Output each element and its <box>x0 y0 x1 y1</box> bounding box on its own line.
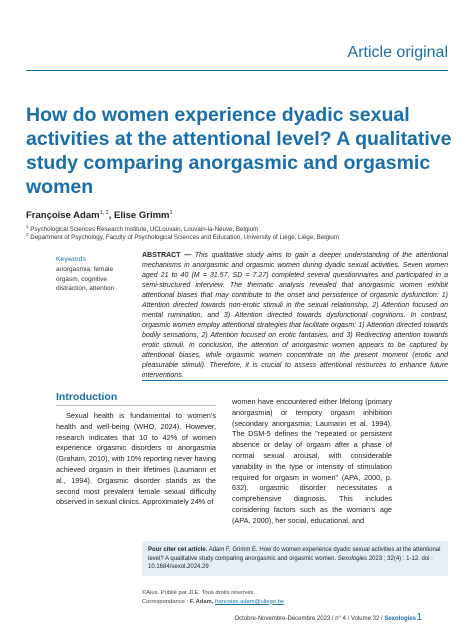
correspondence-name: F. Adam, <box>189 598 214 605</box>
affiliation-sup: 2 <box>26 232 29 237</box>
affiliation-text: Psychological Sciences Research Institute, UCLouvain, Louvain-la-Neuve, Belgium <box>30 226 259 234</box>
affiliation <box>26 232 339 241</box>
header-rule <box>26 70 448 71</box>
footer-issue: Octobre-Novembre-Décembre 2023 / n° 4 / Volume 32 / <box>234 616 383 622</box>
abstract-label: ABSTRACT — <box>142 252 192 259</box>
abstract-text: This qualitative study aims to gain a deeper understanding of the attentional mechanisms in anorgasmic and orgasmic women during dyadic sexual activities. Seven women aged 21 to 40 (M = 31.57, SD = 7.27) completed several questionnaires and participated in a semi-structured interview. The thematic analysis revealed that anorgasmic women exhibit attentional biases that may contribute to the onset and persistence of orgasmic dysfunction: 1) Attention directed towards non-erotic stimuli in the sexual relationship, 2) Attention focused on mental rumination, and 3) Attention directed towards dysfunctional cognitions. In contrast, orgasmic women employ attentional strategies that facilitate orgasm: 1) Attention directed towards bodily sensations, 2) Attention focused on erotic fantasies, and 3) Redirecting attention towards erotic stimuli. In conclusion, the attention of anorgasmic women appears to be captured by attentional biases, while orgasmic women concentrate on the present moment (erotic and pleasurable stimuli). Therefore, it is crucial to assess attentional resources to enhance future interventions. <box>142 252 448 379</box>
article-title: How do women experience dyadic sexual activities at the attentional level? A qualitative study comparing anorgasmic and orgasmic women <box>26 104 452 198</box>
section-label: Article original <box>347 44 448 61</box>
citation-text <box>148 546 444 572</box>
citation-ref: 2023 ; 32(4) : 1-12. doi : 10.1684/sexol.2024.29 <box>148 555 433 571</box>
authors-line: Françoise Adam$^{1, 2}$, Elise Grimm$^1$ <box>26 210 173 222</box>
author-name: Françoise Adam <box>26 210 100 222</box>
keywords-text: anorgasmia, female orgasm, cognitive distraction, attention <box>56 266 115 293</box>
introduction-heading: Introduction <box>56 391 118 403</box>
citation-body: Adam F, Grimm E. How do women experience dyadic sexual activities at the attentional level? A qualitative study comparing anorgasmic and orgasmic women. <box>148 547 441 562</box>
body-paragraph: Sexual health is fundamental to women's health and well-being (WHO, 2024). However, research indicates that 10 to 42% of women experience orgasmic disorders or anorgasmia (Graham, 2010), with 10% reporting never having achieved orgasm in their lifetimes (Laumann et al., 1994). Orgasmic disorder stands as the second most prevalent female sexual difficulty observed in sexual clinics. Approximately 24% of <box>56 411 216 507</box>
introduction-rule <box>56 405 216 406</box>
copyright-line: ©Aius. Publié par JLE. Tous droits réservés. <box>142 590 256 596</box>
affiliation-text: Department of Psychology, Faculty of Psychological Sciences and Education, University of Liège, Liège, Belgium <box>30 234 339 242</box>
copyright-block <box>142 589 284 606</box>
author-affil-sup: 1 <box>169 210 173 216</box>
citation-journal: Sexologies <box>337 555 368 562</box>
affiliation-sup: 1 <box>26 224 29 229</box>
body-column-right: women have encountered either lifelong (primary anorgasmia) or tempory orgasm inhibition (secondary anorgasmia; Laumann et al. 1994). The DSM-5 defines the "repeated or persistent absence or delay of orgasm after a phase of normal sexual arousal, with considerable variability in the type or intensity of stimulation required for orgasm in women" (APA, 2000, p. 632). orgasmic disorder necessitates a comprehensive diagnosis. This includes considering factors such as the woman's age (APA, 2000), her social, educational, and <box>232 397 392 525</box>
page-number: 1 <box>416 612 422 623</box>
body-column-left <box>56 411 216 508</box>
keywords-label: Keywords <box>56 256 86 263</box>
abstract <box>142 251 448 381</box>
abstract-rule <box>142 380 448 381</box>
correspondence-line <box>142 598 284 607</box>
page-footer <box>235 616 417 622</box>
author-name: Elise Grimm <box>114 210 170 222</box>
correspondence-label: Correspondance : <box>142 598 189 605</box>
footer-journal: Sexologies <box>384 616 416 622</box>
citation-label: Pour citer cet article. <box>148 547 208 553</box>
correspondence-email-link[interactable]: francoise.adam@uliege.be <box>214 598 285 605</box>
author-affil-sup: 1, 2 <box>99 210 109 216</box>
